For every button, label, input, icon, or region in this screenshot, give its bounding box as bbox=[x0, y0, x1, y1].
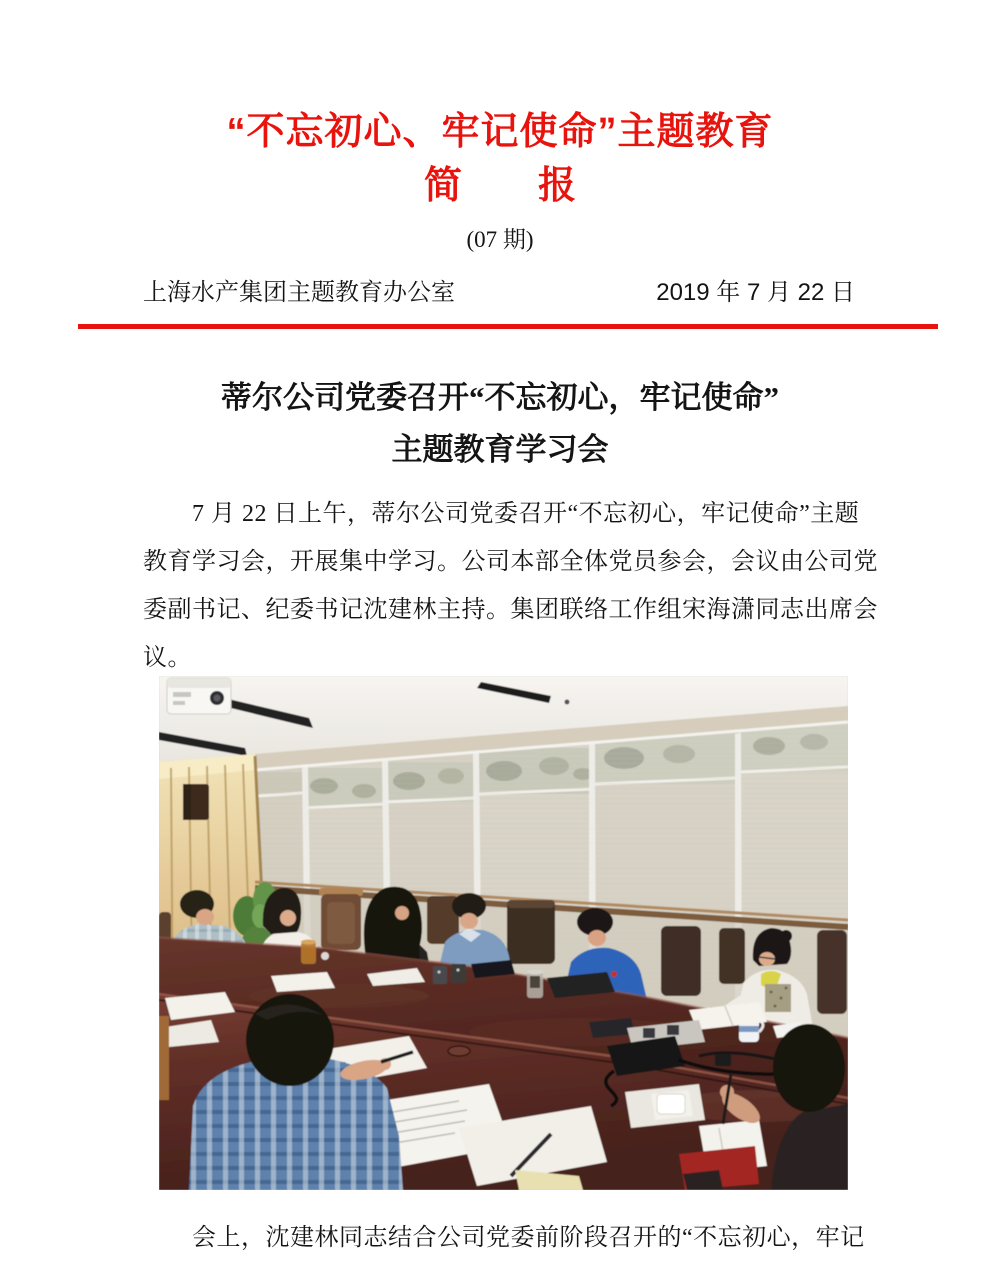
red-divider-rule bbox=[78, 324, 938, 329]
article-title-line2: 主题教育学习会 bbox=[391, 432, 609, 467]
paragraph-1-line: 议。 bbox=[143, 645, 192, 671]
paragraph-1-line: 教育学习会，开展集中学习。公司本部全体党员参会，会议由公司党 bbox=[143, 549, 878, 575]
byline-row bbox=[143, 276, 855, 310]
meeting-photo bbox=[159, 676, 848, 1190]
party-badge bbox=[611, 971, 617, 977]
office-name: 上海水产集团主题教育办公室 bbox=[143, 279, 455, 306]
bulletin-title-line2: 简 报 bbox=[423, 165, 576, 207]
issue-number: (07 期) bbox=[466, 227, 534, 252]
projector bbox=[167, 678, 231, 714]
paragraph-2-line: 会上，沈建林同志结合公司党委前阶段召开的“不忘初心，牢记 bbox=[192, 1225, 865, 1251]
paragraph-1 bbox=[143, 490, 878, 682]
issue-date: 2019 年 7 月 22 日 bbox=[656, 279, 855, 306]
bulletin-title-line1: “不忘初心、牢记使命”主题教育 bbox=[226, 111, 774, 153]
article-title-line1: 蒂尔公司党委召开“不忘初心，牢记使命” bbox=[221, 380, 779, 415]
paragraph-2 bbox=[143, 1214, 863, 1262]
meeting-photo-illustration bbox=[159, 676, 848, 1190]
paragraph-1-line: 7 月 22 日上午，蒂尔公司党委召开“不忘初心，牢记使命”主题 bbox=[192, 501, 860, 527]
paragraph-1-line: 委副书记、纪委书记沈建林主持。集团联络工作组宋海潇同志出席会 bbox=[143, 597, 878, 623]
